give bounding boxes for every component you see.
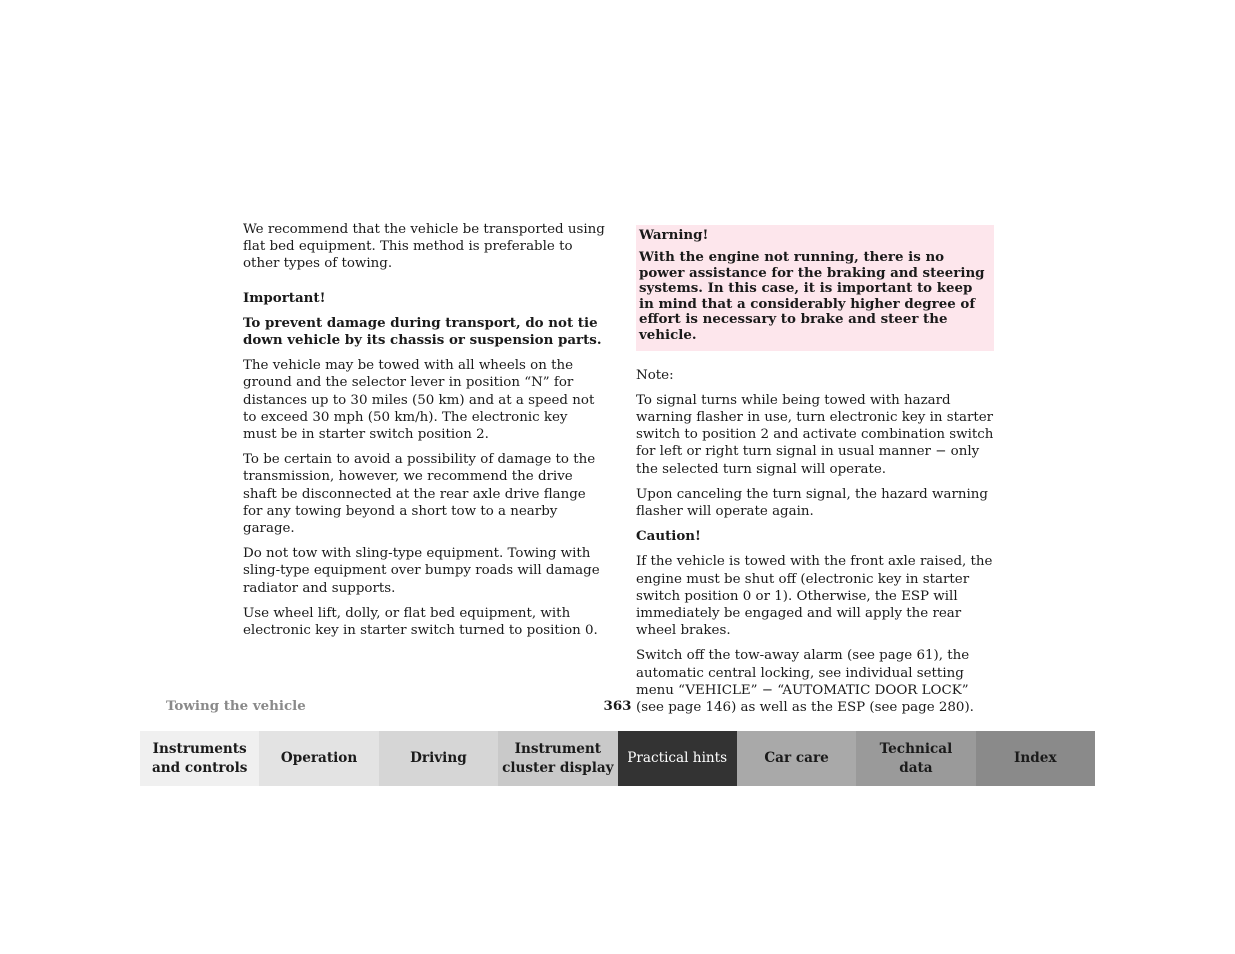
- caution-paragraph-1: If the vehicle is towed with the front axle raised, the engine must be shut off (electronic key in starter switch position 0 or 1). Otherwise, the ESP will immediately be engaged and will apply the rear wheel brakes.: [636, 554, 993, 639]
- caution-paragraph-2: Switch off the tow-away alarm (see page 61), the automatic central locking, see individual setting menu “VEHICLE” − “AUTOMATIC DOOR LOCK” (see page 146) as well as the ESP (see page 280).: [636, 648, 974, 716]
- tab-operation[interactable]: Operation: [259, 731, 378, 786]
- section-title: Towing the vehicle: [166, 698, 306, 714]
- tab-practical-hints[interactable]: Practical hints: [618, 731, 737, 786]
- warning-title: Warning!: [639, 227, 709, 243]
- intro-paragraph: We recommend that the vehicle be transported using flat bed equipment. This method is preferable to other types of towing.: [243, 222, 605, 272]
- important-heading: Important!: [243, 289, 326, 306]
- chapter-nav-bar: [140, 731, 1095, 786]
- note-paragraph-2: Upon canceling the turn signal, the hazard warning flasher will operate again.: [636, 486, 988, 519]
- important-text: To prevent damage during transport, do not tie down vehicle by its chassis or suspension parts.: [243, 314, 602, 349]
- note-heading: Note:: [636, 367, 674, 383]
- drive-shaft-paragraph: To be certain to avoid a possibility of damage to the transmission, however, we recommend the drive shaft be disconnected at the rear axle drive flange for any towing beyond a short tow to a nearby garage.: [243, 452, 596, 537]
- tab-car-care[interactable]: Car care: [737, 731, 856, 786]
- left-column: [243, 221, 605, 647]
- tab-index[interactable]: Index: [976, 731, 1095, 786]
- sling-paragraph: Do not tow with sling-type equipment. Towing with sling-type equipment over bumpy roads will damage radiator and supports.: [243, 546, 600, 596]
- towing-wheels-paragraph: The vehicle may be towed with all wheels on the ground and the selector lever in position “N” for distances up to 30 miles (50 km) and at a speed not to exceed 30 mph (50 km/h). The electronic key must be in starter switch position 2.: [243, 358, 595, 443]
- tab-instrument-cluster-display[interactable]: Instrument cluster display: [498, 731, 617, 786]
- tab-instruments-and-controls[interactable]: Instruments and controls: [140, 731, 259, 786]
- page-number: 363: [603, 698, 632, 714]
- wheel-lift-paragraph: Use wheel lift, dolly, or flat bed equipment, with electronic key in starter switch turned to position 0.: [243, 605, 598, 639]
- tab-driving[interactable]: Driving: [379, 731, 498, 786]
- caution-heading: Caution!: [636, 528, 701, 545]
- warning-text: With the engine not running, there is no power assistance for the braking and steering systems. In this case, it is important to keep in mind that a considerably higher degree of effort is necessary to brake and steer the vehicle.: [639, 249, 985, 343]
- note-paragraph-1: To signal turns while being towed with hazard warning flasher in use, turn electronic key in starter switch to position 2 and activate combination switch for left or right turn signal in usual manner − only the selected turn signal will operate.: [636, 392, 994, 477]
- tab-technical-data[interactable]: Technical data: [856, 731, 975, 786]
- warning-box: [636, 225, 994, 351]
- right-column: [636, 225, 994, 724]
